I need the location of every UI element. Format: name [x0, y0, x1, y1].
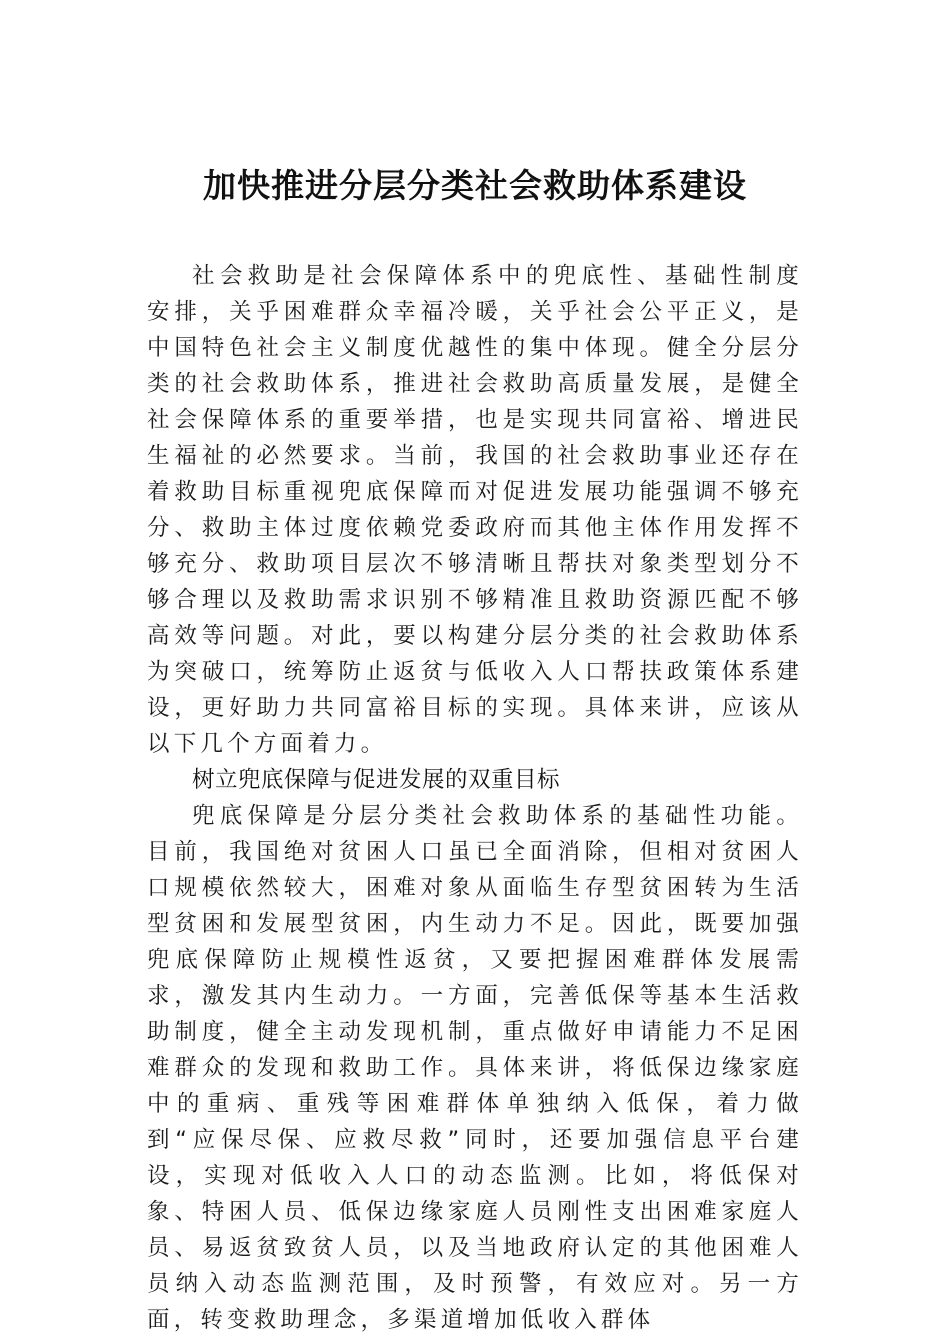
section-heading: 树立兜底保障与促进发展的双重目标: [192, 767, 561, 793]
document-body: [147, 258, 803, 1338]
paragraph-intro: 社会救助是社会保障体系中的兜底性、基础性制度安排，关乎困难群众幸福冷暖，关乎社会公平正义，是中国特色社会主义制度优越性的集中体现。健全分层分类的社会救助体系，推进社会救助高质量发展，是健全社会保障体系的重要举措，也是实现共同富裕、增进民生福祉的必然要求。当前，我国的社会救助事业还存在着救助目标重视兜底保障而对促进发展功能强调不够充分、救助主体过度依赖党委政府而其他主体作用发挥不够充分、救助项目层次不够清晰且帮扶对象类型划分不够合理以及救助需求识别不够精准且救助资源匹配不够高效等问题。对此，要以构建分层分类的社会救助体系为突破口，统筹防止返贫与低收入人口帮扶政策体系建设，更好助力共同富裕目标的实现。具体来讲，应该从以下几个方面着力。: [147, 263, 803, 757]
document-title: 加快推进分层分类社会救助体系建设: [203, 166, 747, 205]
paragraph-section-1: 兜底保障是分层分类社会救助体系的基础性功能。目前，我国绝对贫困人口虽已全面消除，但相对贫困人口规模依然较大，困难对象从面临生存型贫困转为生活型贫困和发展型贫困，内生动力不足。因此，既要加强兜底保障防止规模性返贫，又要把握困难群体发展需求，激发其内生动力。一方面，完善低保等基本生活救助制度，健全主动发现机制，重点做好申请能力不足困难群众的发现和救助工作。具体来讲，将低保边缘家庭中的重病、重残等困难群体单独纳入低保，着力做到“应保尽保、应救尽救”同时，还要加强信息平台建设，实现对低收入人口的动态监测。比如，将低保对象、特困人员、低保边缘家庭人员刚性支出困难家庭人员、易返贫致贫人员，以及当地政府认定的其他困难人员纳入动态监测范围，及时预警，有效应对。另一方面，转变救助理念，多渠道增加低收入群体: [147, 803, 803, 1333]
